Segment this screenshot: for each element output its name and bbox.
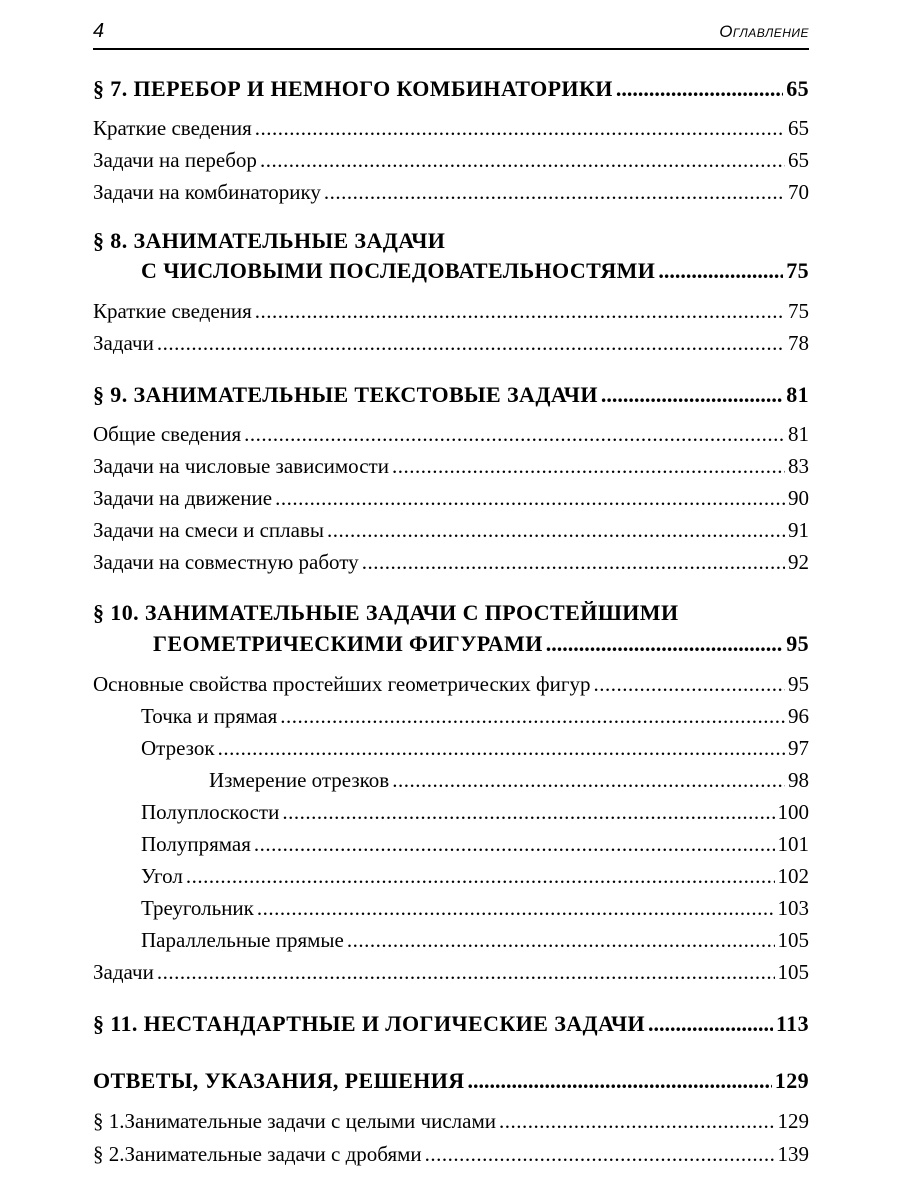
toc-entry[interactable] [141,864,809,889]
dot-leader [546,631,783,657]
toc-entry[interactable] [93,550,809,575]
toc-page-ref: 65 [788,116,809,140]
toc-section-title: § 9. ЗАНИМАТЕЛЬНЫЕ ТЕКСТОВЫЕ ЗАДАЧИ [93,382,598,407]
toc-page-ref: 139 [777,1142,809,1166]
dot-leader [280,704,785,729]
running-title: Оглавление [719,22,809,41]
dot-leader [327,518,785,543]
toc-entry-title: Общие сведения [93,422,242,446]
dot-leader [468,1068,772,1094]
dot-leader [186,864,775,889]
toc-entry-title: Занимательные задачи с целыми числами [124,1109,496,1133]
toc-page-ref: 95 [786,631,809,656]
dot-leader [499,1109,775,1134]
toc-page-ref: 75 [786,258,809,283]
dot-leader [347,928,775,953]
toc-section-title: § 7. ПЕРЕБОР И НЕМНОГО КОМБИНАТОРИКИ [93,76,613,101]
dot-leader [254,832,775,857]
toc-entry-title: Задачи на числовые зависимости [93,454,389,478]
toc-section-title: С ЧИСЛОВЫМИ ПОСЛЕДОВАТЕЛЬНОСТЯМИ [141,258,656,283]
toc-entry-title: Задачи на перебор [93,148,257,172]
dot-leader [275,486,785,511]
toc-page-ref: 65 [788,148,809,172]
toc-page-ref: 75 [788,299,809,323]
toc-page-ref: 83 [788,454,809,478]
toc-entry-title: Полупрямая [141,832,251,856]
toc-page-ref: 103 [777,896,809,920]
page-number: 4 [93,20,105,42]
dot-leader [260,148,785,173]
toc-entry[interactable] [93,486,809,511]
toc-section-9[interactable] [93,382,809,408]
dot-leader [594,672,786,697]
toc-entry[interactable] [141,832,809,857]
toc-entry[interactable] [93,1142,809,1167]
toc-page-ref: 81 [786,382,809,407]
toc-entry-title: Треугольник [141,896,254,920]
toc-entry-title: Параллельные прямые [141,928,344,952]
toc-section-10-line1[interactable]: § 10. ЗАНИМАТЕЛЬНЫЕ ЗАДАЧИ С ПРОСТЕЙШИМИ [93,600,679,625]
toc-entry-title: Краткие сведения [93,116,252,140]
toc-entry[interactable] [93,960,809,985]
toc-entry-title: Полуплоскости [141,800,280,824]
toc-entry[interactable] [93,1109,809,1134]
toc-page-ref: 100 [777,800,809,824]
toc-entry[interactable] [141,928,809,953]
toc-page-ref: 78 [788,331,809,355]
toc-entry-title: Краткие сведения [93,299,252,323]
dot-leader [255,116,785,141]
dot-leader [392,454,785,479]
toc-page [93,18,809,1166]
toc-entry[interactable] [93,422,809,447]
toc-section-8-line1[interactable]: § 8. ЗАНИМАТЕЛЬНЫЕ ЗАДАЧИ [93,228,446,253]
toc-entry-title: Занимательные задачи с дробями [124,1142,422,1166]
toc-page-ref: 129 [774,1068,809,1093]
toc-entry[interactable] [93,672,809,697]
toc-entry[interactable] [93,331,809,356]
toc-entry-title: Точка и прямая [141,704,278,728]
dot-leader [425,1142,775,1167]
toc-entry[interactable] [209,768,809,793]
toc-page-ref: 102 [777,864,809,888]
toc-section-title: § 11. НЕСТАНДАРТНЫЕ И ЛОГИЧЕСКИЕ ЗАДАЧИ [93,1011,646,1036]
toc-entry-title: Задачи на комбинаторику [93,180,321,204]
toc-section-11[interactable] [93,1011,809,1037]
toc-entry-title: Основные свойства простейших геометрических фигур [93,672,591,696]
dot-leader [392,768,785,793]
dot-leader [157,331,785,356]
toc-entry[interactable] [141,736,809,761]
toc-entry[interactable] [93,148,809,173]
toc-entry[interactable] [93,116,809,141]
toc-section-answers[interactable] [93,1068,809,1094]
toc-page-ref: 113 [776,1011,809,1036]
toc-section-title: ОТВЕТЫ, УКАЗАНИЯ, РЕШЕНИЯ [93,1068,465,1093]
toc-entry[interactable] [141,896,809,921]
toc-entry[interactable] [93,454,809,479]
toc-section-8[interactable] [141,258,809,284]
dot-leader [282,800,774,825]
dot-leader [648,1011,773,1037]
dot-leader [601,382,783,408]
page-header [93,18,809,50]
toc-page-ref: 92 [788,550,809,574]
toc-section-7[interactable] [93,76,809,102]
toc-section-title: ГЕОМЕТРИЧЕСКИМИ ФИГУРАМИ [153,631,543,656]
toc-page-ref: 129 [777,1109,809,1133]
toc-entry[interactable] [141,800,809,825]
toc-entry-title: Отрезок [141,736,215,760]
toc-page-ref: 95 [788,672,809,696]
toc-page-ref: 90 [788,486,809,510]
toc-page-ref: 91 [788,518,809,542]
toc-page-ref: 105 [777,928,809,952]
dot-leader [362,550,785,575]
toc-entry-title: Задачи на смеси и сплавы [93,518,324,542]
toc-entry[interactable] [93,518,809,543]
toc-page-ref: 65 [786,76,809,101]
dot-leader [244,422,785,447]
toc-entry-title: Задачи на совместную работу [93,550,359,574]
dot-leader [218,736,785,761]
toc-entry-title: Измерение отрезков [209,768,390,792]
toc-page-ref: 101 [777,832,809,856]
dot-leader [324,180,785,205]
toc-entry[interactable] [141,704,809,729]
dot-leader [658,258,783,284]
dot-leader [257,896,775,921]
toc-entry-title: Задачи на движение [93,486,273,510]
dot-leader [616,76,783,102]
toc-entry-number: § 1. [93,1109,125,1133]
toc-page-ref: 81 [788,422,809,446]
toc-entry-title: Угол [141,864,183,888]
toc-entry-title: Задачи [93,331,154,355]
toc-page-ref: 98 [788,768,809,792]
toc-entry-title: Задачи [93,960,154,984]
toc-page-ref: 96 [788,704,809,728]
toc-page-ref: 70 [788,180,809,204]
toc-page-ref: 97 [788,736,809,760]
toc-entry[interactable] [93,299,809,324]
toc-entry-number: § 2. [93,1142,125,1166]
dot-leader [255,299,785,324]
toc-page-ref: 105 [777,960,809,984]
toc-section-10[interactable] [153,631,809,657]
toc-entry[interactable] [93,180,809,205]
dot-leader [157,960,775,985]
